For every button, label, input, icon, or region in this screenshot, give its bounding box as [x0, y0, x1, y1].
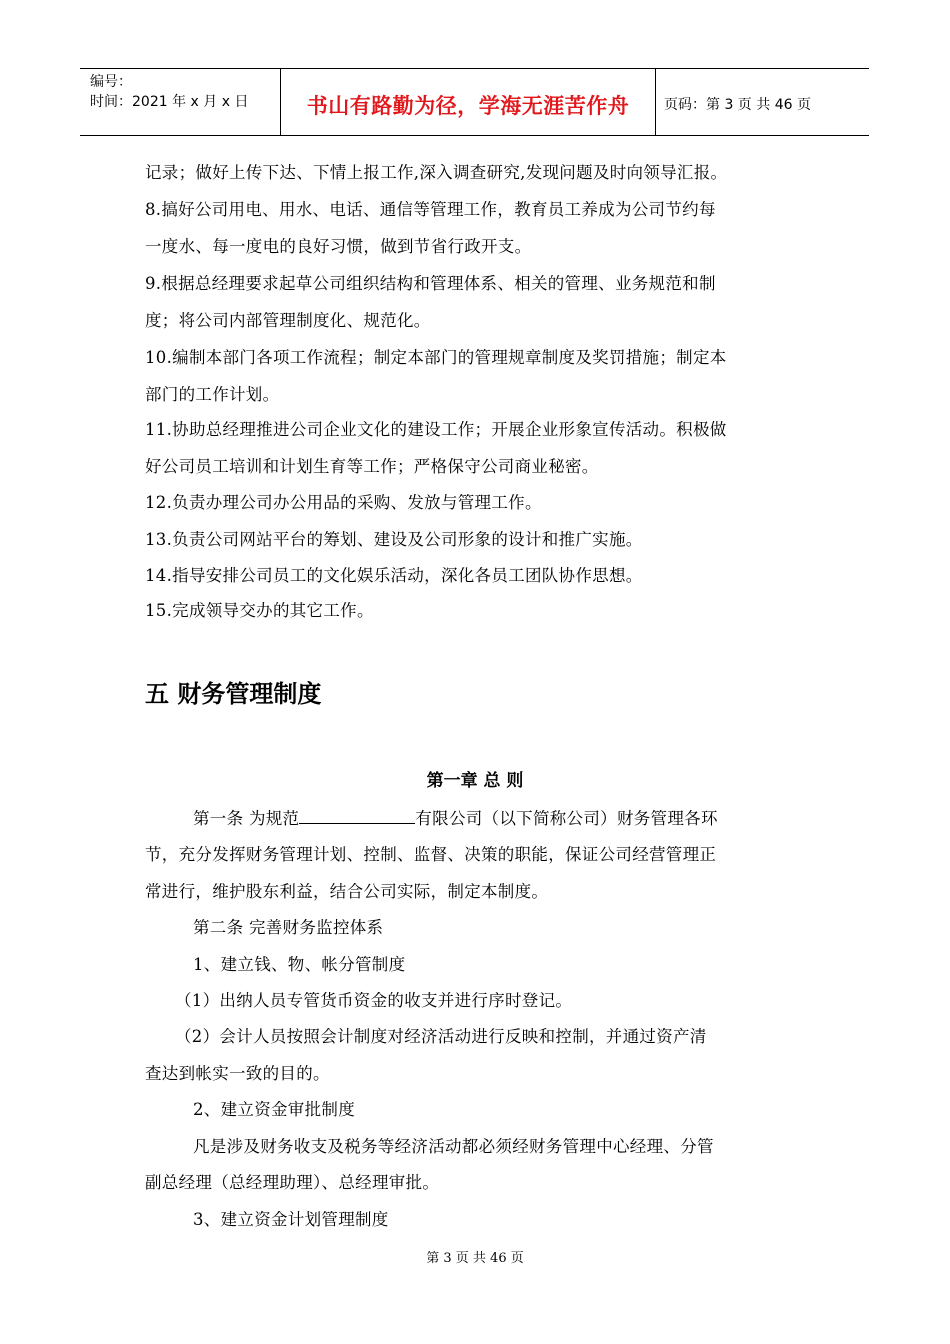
body-line: 9.根据总经理要求起草公司组织结构和管理体系、相关的管理、业务规范和制: [145, 274, 716, 293]
date-label: 时间：2021 年 x 月 x 日: [90, 94, 249, 110]
body-line: （1）出纳人员专管货币资金的收支并进行序时登记。: [175, 991, 573, 1010]
body-line: 节，充分发挥财务管理计划、控制、监督、决策的职能，保证公司经营管理正: [145, 845, 717, 864]
body-line: 15.完成领导交办的其它工作。: [145, 601, 374, 620]
chapter-title: 第一章 总 则: [426, 771, 524, 791]
body-line: 8.搞好公司用电、用水、电话、通信等管理工作，教育员工养成为公司节约每: [145, 200, 716, 219]
article1-suffix: 有限公司（以下简称公司）财务管理各环: [415, 809, 718, 828]
article1-line: [193, 805, 718, 829]
header-motto: 书山有路勤为径，学海无涯苦作舟: [281, 69, 656, 135]
body-line: 部门的工作计划。: [145, 385, 280, 404]
body-line: 3、建立资金计划管理制度: [193, 1210, 389, 1229]
body-line: 第二条 完善财务监控体系: [193, 918, 384, 937]
body-line: 2、建立资金审批制度: [193, 1100, 355, 1119]
body-line: 1、建立钱、物、帐分管制度: [193, 955, 406, 974]
body-line: 凡是涉及财务收支及税务等经济活动都必须经财务管理中心经理、分管: [193, 1137, 714, 1156]
page-header: [80, 68, 869, 136]
body-line: （2）会计人员按照会计制度对经济活动进行反映和控制，并通过资产清: [175, 1027, 707, 1046]
body-line: 10.编制本部门各项工作流程；制定本部门的管理规章制度及奖罚措施；制定本: [145, 348, 727, 367]
section-title: 五 财务管理制度: [145, 680, 322, 708]
blank-underline: [299, 807, 415, 824]
body-line: 常进行，维护股东利益，结合公司实际，制定本制度。: [145, 882, 549, 901]
page-footer: 第 3 页 共 46 页: [426, 1251, 524, 1266]
article1-prefix: 第一条 为规范: [193, 809, 300, 828]
body-line: 13.负责公司网站平台的筹划、建设及公司形象的设计和推广实施。: [145, 530, 643, 549]
body-line: 度；将公司内部管理制度化、规范化。: [145, 311, 431, 330]
body-line: 记录；做好上传下达、下情上报工作,深入调查研究,发现问题及时向领导汇报。: [145, 163, 728, 182]
header-page-label: 页码：第 3 页 共 46 页: [664, 97, 811, 113]
header-meta: [80, 69, 281, 135]
body-line: 查达到帐实一致的目的。: [145, 1064, 330, 1083]
body-line: 副总经理（总经理助理）、总经理审批。: [145, 1173, 440, 1192]
body-line: 一度水、每一度电的良好习惯，做到节省行政开支。: [145, 237, 532, 256]
code-label: 编号：: [90, 74, 132, 90]
body-line: 14.指导安排公司员工的文化娱乐活动，深化各员工团队协作思想。: [145, 566, 643, 585]
body-line: 11.协助总经理推进公司企业文化的建设工作；开展企业形象宣传活动。积极做: [145, 420, 727, 439]
body-line: 12.负责办理公司办公用品的采购、发放与管理工作。: [145, 493, 542, 512]
body-line: 好公司员工培训和计划生育等工作；严格保守公司商业秘密。: [145, 457, 599, 476]
